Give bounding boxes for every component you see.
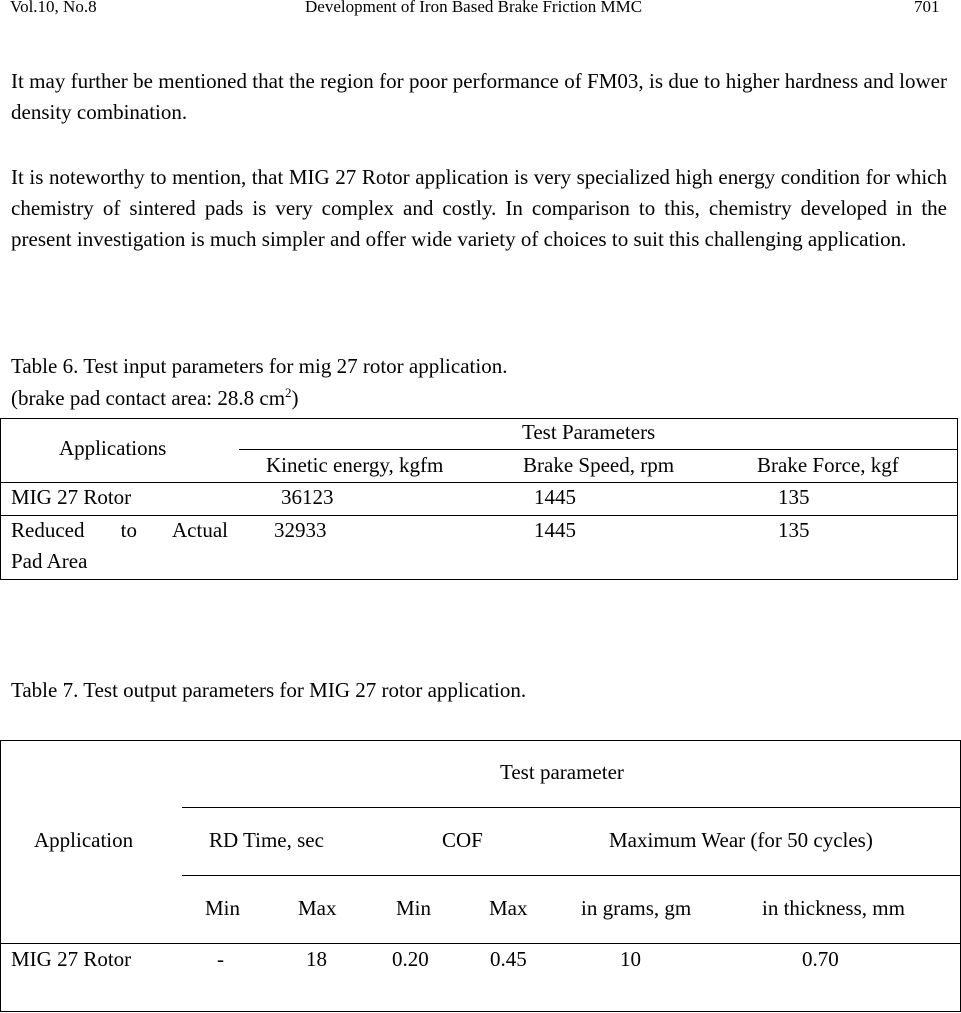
table7-col-cof-min: Min xyxy=(396,896,432,920)
table6-row2-brake-speed: 1445 xyxy=(534,518,576,542)
table7-row1-cof-min: 0.20 xyxy=(392,947,429,971)
running-header-title: Development of Iron Based Brake Friction MMC xyxy=(305,0,643,16)
running-header-volume: Vol.10, No.8 xyxy=(10,0,97,16)
table6-col-kinetic-energy: Kinetic energy, kgfm xyxy=(266,453,444,477)
paragraph-fm03: It may further be mentioned that the region for poor performance of FM03, is due to higher hardness and lower density combination. xyxy=(11,69,947,124)
table6-row1-application: MIG 27 Rotor xyxy=(11,485,132,509)
table7-col-rd-min: Min xyxy=(205,896,241,920)
table6-row1-brake-speed: 1445 xyxy=(534,485,576,509)
table6-col-brake-force: Brake Force, kgf xyxy=(757,453,899,477)
table7-col-wear-grams: in grams, gm xyxy=(581,896,692,920)
table7-col-cof-max: Max xyxy=(489,896,528,920)
table7-col-wear-thickness: in thickness, mm xyxy=(762,896,905,920)
table7-row1-rd-max: 18 xyxy=(306,947,327,971)
table7-col-rd-max: Max xyxy=(298,896,337,920)
table7-row1-wear-grams: 10 xyxy=(620,947,641,971)
table7-subgroup-rd-time: RD Time, sec xyxy=(209,828,324,852)
table6-header-test-parameters: Test Parameters xyxy=(522,420,656,444)
table7-caption: Table 7. Test output parameters for MIG 27 rotor application. xyxy=(11,678,527,702)
table6-row1-brake-force: 135 xyxy=(778,485,810,509)
table7-row1-wear-thickness: 0.70 xyxy=(802,947,839,971)
table7-row1-cof-max: 0.45 xyxy=(490,947,527,971)
table7-row1-rd-min: - xyxy=(217,947,224,971)
running-header-page-number: 701 xyxy=(914,0,940,16)
table6-row1-kinetic-energy: 36123 xyxy=(281,485,334,509)
table6-subcaption: (brake pad contact area: 28.8 $cm^2$) xyxy=(11,385,299,410)
table6-caption: Table 6. Test input parameters for mig 27 rotor application. xyxy=(11,354,508,378)
table6-row2-brake-force: 135 xyxy=(778,518,810,542)
table6-row2-kinetic-energy: 32933 xyxy=(274,518,327,542)
table7-subgroup-max-wear: Maximum Wear (for 50 cycles) xyxy=(609,828,873,852)
table7-subgroup-cof: COF xyxy=(442,828,483,852)
table7-header-test-parameter: Test parameter xyxy=(500,760,624,784)
table7-row1-application: MIG 27 Rotor xyxy=(11,947,132,971)
table6-row2-application-line2: Pad Area xyxy=(11,549,88,573)
table6-header-applications: Applications xyxy=(59,436,167,460)
table6-row2-application-line1: Reduced to Actual xyxy=(11,518,228,542)
table6-col-brake-speed: Brake Speed, rpm xyxy=(523,453,675,477)
table7-header-application: Application xyxy=(34,828,134,852)
paragraph-mig27: It is noteworthy to mention, that MIG 27 Rotor application is very specialized high energy condition for which chemistry of sintered pads is very complex and costly. In comparison to this, chemistry developed in the present investigation is much simpler and offer wide variety of choices to suit this challenging application. xyxy=(11,165,947,251)
